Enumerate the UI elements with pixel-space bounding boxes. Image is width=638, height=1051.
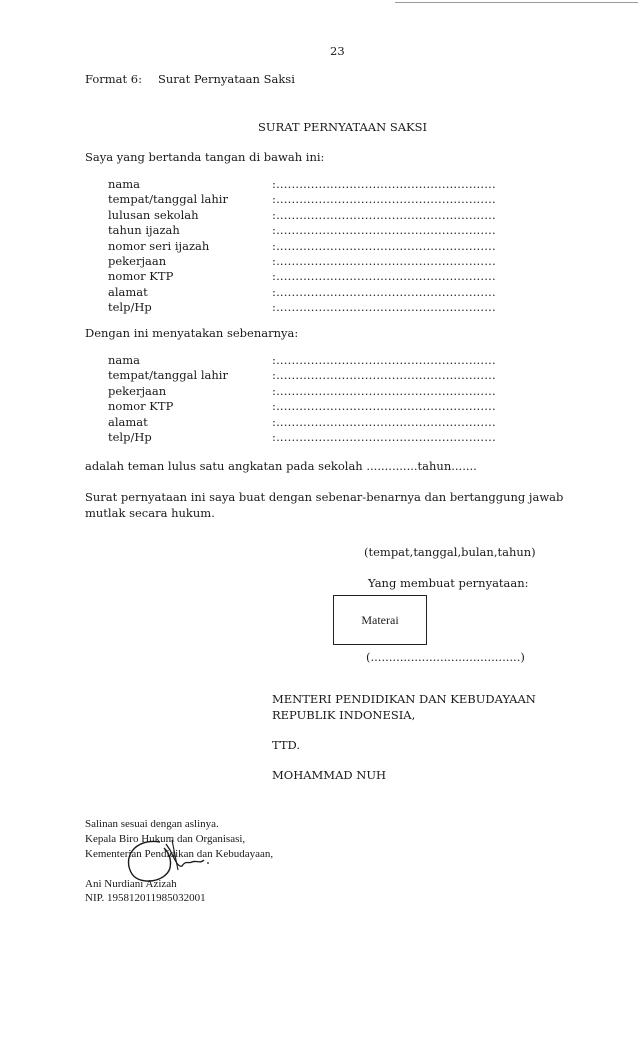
field-label: pekerjaan — [108, 254, 167, 268]
field-blank: :......................................................... — [272, 223, 496, 238]
field-blank: :......................................................... — [272, 254, 496, 268]
field-label: telp/Hp — [108, 300, 152, 315]
form-field-row — [0, 239, 638, 254]
stamp-duty-label: Materai — [361, 612, 399, 627]
field-label: nama — [108, 353, 141, 367]
field-label: lulusan sekolah — [108, 207, 199, 222]
copy-note-line-1: Salinan sesuai dengan aslinya. — [85, 818, 219, 830]
form-field-row — [0, 384, 638, 399]
field-blank: :......................................................... — [272, 368, 496, 383]
field-label: nomor KTP — [108, 399, 174, 414]
field-blank: :......................................................... — [272, 300, 496, 315]
form-field-row — [0, 177, 638, 192]
field-label: nomor seri ijazah — [108, 238, 210, 253]
copy-note-line-2: Kepala Biro Hukum dan Organisasi, — [85, 833, 246, 845]
field-blank: :......................................................... — [272, 192, 496, 207]
field-blank: :......................................................... — [272, 430, 496, 444]
field-label: tempat/tanggal lahir — [108, 368, 228, 383]
closing-line-2: mutlak secara hukum. — [85, 506, 215, 520]
signer-name-blank: (.........................................) — [366, 650, 525, 664]
field-label: tahun ijazah — [108, 223, 180, 238]
minister-name: MOHAMMAD NUH — [272, 768, 387, 782]
copy-note-line-3: Kementerian Pendidikan dan Kebudayaan, — [85, 848, 274, 860]
field-blank: :......................................................... — [272, 383, 496, 398]
form-field-row — [0, 399, 638, 414]
closing-line-1: Surat pernyataan ini saya buat dengan sebenar-benarnya dan bertanggung jawab — [85, 490, 564, 504]
form-field-row — [0, 223, 638, 238]
field-blank: :......................................................... — [272, 207, 496, 222]
field-label: alamat — [108, 414, 148, 429]
form-field-row — [0, 430, 638, 445]
form-field-row — [0, 368, 638, 383]
place-date-placeholder: (tempat,tanggal,bulan,tahun) — [364, 545, 536, 559]
format-title: Surat Pernyataan Saksi — [158, 72, 295, 86]
field-label: alamat — [108, 284, 148, 299]
statement-maker-label: Yang membuat pernyataan: — [368, 576, 529, 590]
form-field-row — [0, 415, 638, 430]
minister-ttd: TTD. — [272, 738, 301, 752]
field-blank: :......................................................... — [272, 177, 496, 191]
format-label: Format 6: — [85, 72, 143, 86]
form-field-row — [0, 208, 638, 223]
field-label: nama — [108, 177, 141, 191]
copy-signer-name: Ani Nurdiani Azizah — [85, 878, 177, 890]
copy-signer-nip: NIP. 195812011985032001 — [85, 892, 206, 904]
field-blank: :......................................................... — [272, 353, 496, 367]
field-blank: :......................................................... — [272, 269, 496, 284]
section1-intro: Saya yang bertanda tangan di bawah ini: — [85, 150, 325, 164]
document-title: SURAT PERNYATAAN SAKSI — [258, 120, 428, 134]
stamp-duty-box — [333, 595, 427, 645]
minister-title-line-1: MENTERI PENDIDIKAN DAN KEBUDAYAAN — [272, 692, 536, 706]
form-field-row — [0, 192, 638, 207]
field-blank: :......................................................... — [272, 284, 496, 299]
statement-line: adalah teman lulus satu angkatan pada sekolah ..............tahun....... — [85, 459, 477, 473]
scan-top-border — [395, 2, 638, 3]
field-blank: :......................................................... — [272, 238, 496, 253]
minister-title-line-2: REPUBLIK INDONESIA, — [272, 708, 416, 722]
field-blank: :......................................................... — [272, 399, 496, 414]
field-label: nomor KTP — [108, 269, 174, 284]
form-field-row — [0, 285, 638, 300]
field-label: pekerjaan — [108, 383, 167, 398]
field-blank: :......................................................... — [272, 414, 496, 429]
page-number: 23 — [330, 44, 345, 58]
field-label: tempat/tanggal lahir — [108, 192, 228, 207]
form-field-row — [0, 254, 638, 269]
form-field-row — [0, 269, 638, 284]
section2-intro: Dengan ini menyatakan sebenarnya: — [85, 326, 299, 340]
form-field-row — [0, 300, 638, 315]
form-field-row — [0, 353, 638, 368]
field-label: telp/Hp — [108, 430, 152, 444]
